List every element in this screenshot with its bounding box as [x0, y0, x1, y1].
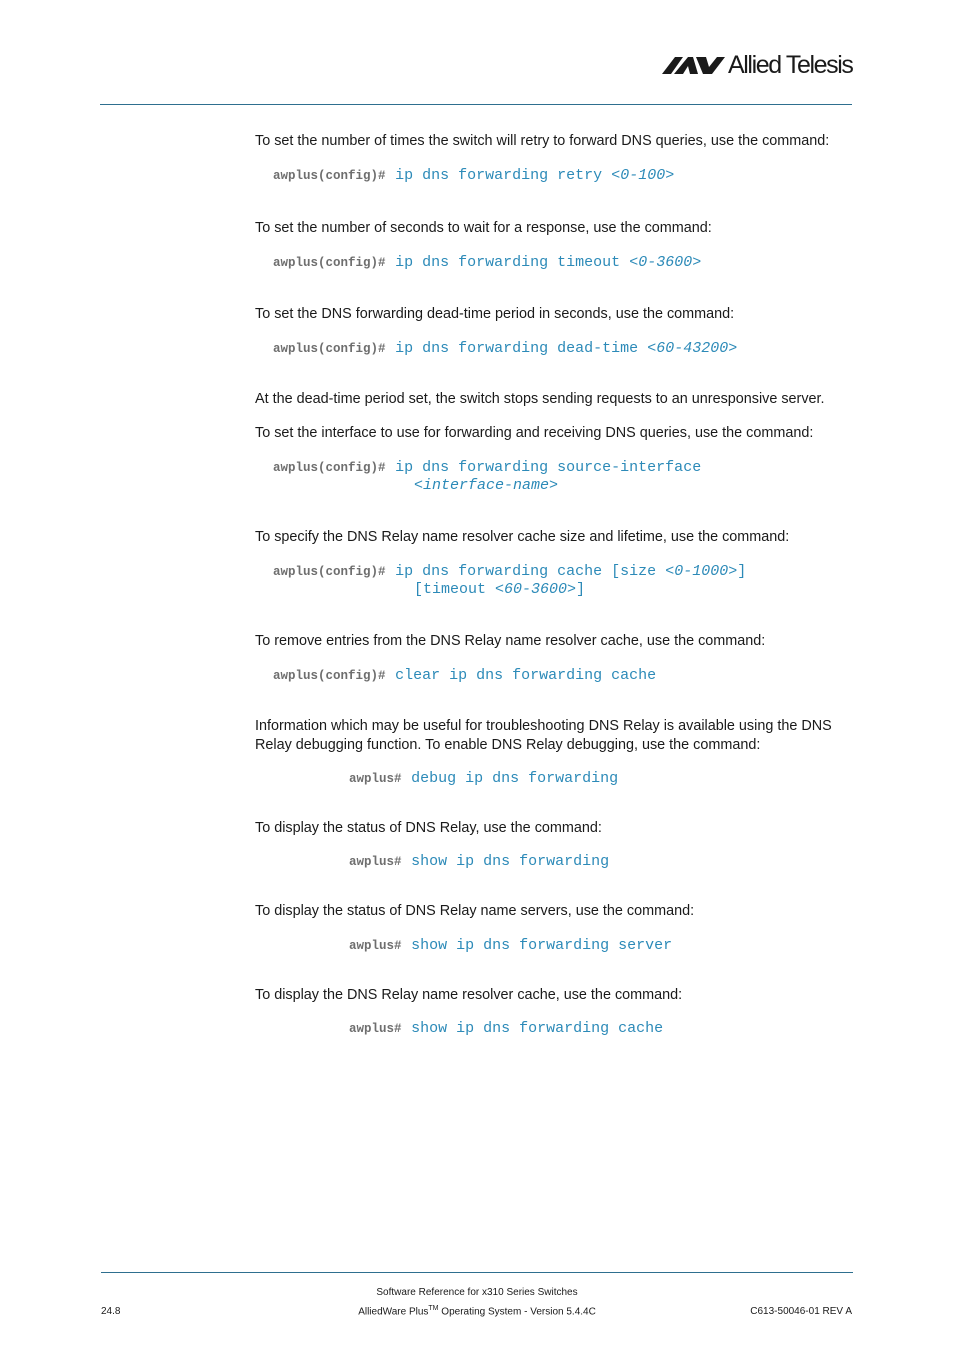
- command-parameter: <interface-name>: [414, 477, 559, 494]
- logo-wordmark: Allied Telesis: [728, 51, 853, 79]
- command-clear: [273, 666, 656, 685]
- command-debug: [349, 769, 618, 788]
- command-timeout: [273, 253, 701, 272]
- command-retry: [273, 166, 674, 185]
- command-cache-size: [273, 562, 746, 581]
- paragraph-retry: To set the number of times the switch will retry to forward DNS queries, use the command:: [255, 133, 830, 149]
- paragraph-show-status: To display the status of DNS Relay, use the command:: [255, 820, 602, 836]
- allied-telesis-logo: [662, 50, 854, 80]
- command-prompt: awplus(config)#: [273, 256, 386, 270]
- allied-telesis-logo-mark-icon: [662, 50, 726, 80]
- command-text: ip dns forwarding retry: [395, 167, 612, 184]
- document-id: C613-50046-01 REV A: [750, 1306, 852, 1317]
- command-deadtime: [273, 339, 737, 358]
- command-prompt: awplus(config)#: [273, 565, 386, 579]
- paragraph-show-cache: To display the DNS Relay name resolver cache, use the command:: [255, 987, 683, 1003]
- command-parameter: <0-3600>: [629, 254, 702, 271]
- command-text: debug ip dns forwarding: [411, 770, 619, 787]
- footer-rule: [101, 1272, 853, 1273]
- paragraph-deadtime-note: At the dead-time period set, the switch stops sending requests to an unresponsive server.: [255, 391, 825, 407]
- command-interface-continuation: [414, 476, 558, 495]
- footer-title: Software Reference for x310 Series Switches: [376, 1287, 578, 1298]
- paragraph-clear: To remove entries from the DNS Relay name resolver cache, use the command:: [255, 633, 766, 649]
- command-parameter: <0-1000>: [665, 563, 738, 580]
- command-prompt: awplus(config)#: [273, 342, 386, 356]
- command-prompt: awplus#: [349, 855, 402, 869]
- command-bracket: ]: [576, 581, 586, 598]
- command-text: show ip dns forwarding server: [411, 937, 673, 954]
- command-text: show ip dns forwarding cache: [411, 1020, 664, 1037]
- footer-product: AlliedWare Plus: [358, 1306, 429, 1318]
- command-prompt: awplus(config)#: [273, 169, 386, 183]
- paragraph-interface: To set the interface to use for forwarding and receiving DNS queries, use the command:: [255, 425, 814, 441]
- paragraph-cache-size: To specify the DNS Relay name resolver cache size and lifetime, use the command:: [255, 529, 790, 545]
- command-text: ip dns forwarding timeout: [395, 254, 630, 271]
- paragraph-deadtime: To set the DNS forwarding dead-time period in seconds, use the command:: [255, 306, 735, 322]
- command-show-status: [349, 852, 609, 871]
- command-show-cache: [349, 1019, 663, 1038]
- paragraph-show-servers: To display the status of DNS Relay name servers, use the command:: [255, 903, 695, 919]
- command-text: ip dns forwarding dead-time: [395, 340, 648, 357]
- command-text: ip dns forwarding cache [size: [395, 563, 666, 580]
- command-text: [timeout: [414, 581, 496, 598]
- command-prompt: awplus(config)#: [273, 669, 386, 683]
- command-show-servers: [349, 936, 672, 955]
- command-prompt: awplus#: [349, 1022, 402, 1036]
- command-bracket: ]: [737, 563, 747, 580]
- command-text: show ip dns forwarding: [411, 853, 610, 870]
- command-prompt: awplus#: [349, 772, 402, 786]
- command-prompt: awplus#: [349, 939, 402, 953]
- page-number: 24.8: [101, 1306, 121, 1317]
- paragraph-debug: Information which may be useful for troubleshooting DNS Relay is available using the DNS Relay debugging function. To enable DNS Relay debugging, use the command:: [255, 718, 832, 753]
- footer-trademark: TM: [428, 1305, 439, 1312]
- command-parameter: <60-3600>: [495, 581, 577, 598]
- footer-version: Operating System - Version 5.4.4C: [438, 1306, 596, 1318]
- command-parameter: <0-100>: [611, 167, 675, 184]
- command-cache-size-continuation: [414, 580, 585, 599]
- command-text: ip dns forwarding source-interface: [395, 459, 702, 476]
- header-rule: [100, 104, 852, 105]
- paragraph-timeout: To set the number of seconds to wait for a response, use the command:: [255, 220, 712, 236]
- command-interface: [273, 458, 701, 477]
- command-parameter: <60-43200>: [647, 340, 738, 357]
- command-prompt: awplus(config)#: [273, 461, 386, 475]
- command-text: clear ip dns forwarding cache: [395, 667, 657, 684]
